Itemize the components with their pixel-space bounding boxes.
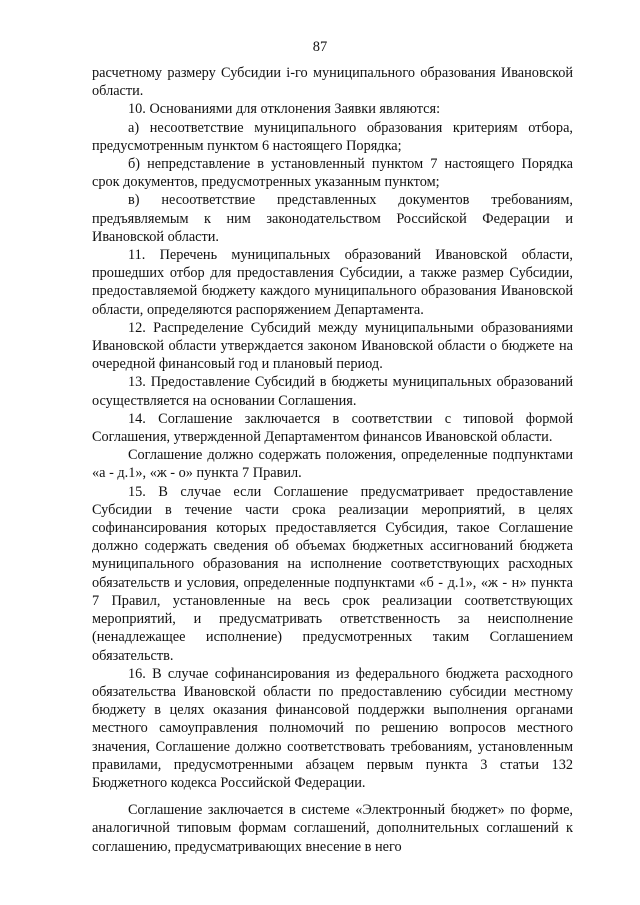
paragraph: 11. Перечень муниципальных образований Ивановской области, прошедших отбор для предоставления Субсидии, а также размер Субсидии, предоставляемой бюджету каждого муниципального образования Ивановской области, определяются распоряжением Департамента. [92,247,573,318]
paragraph: расчетному размеру Субсидии i-го муниципального образования Ивановской области. [92,65,573,100]
paragraph: б) непредставление в установленный пунктом 7 настоящего Порядка срок документов, предусмотренных указанным пунктом; [92,156,573,191]
paragraph: 12. Распределение Субсидий между муниципальными образованиями Ивановской области утверждается законом Ивановской области о бюджете на очередной финансовый год и плановый период. [92,319,573,373]
paragraph: 10. Основаниями для отклонения Заявки являются: [128,101,441,118]
paragraph: 15. В случае если Соглашение предусматривает предоставление Субсидии в течение части срока реализации мероприятий, в целях софинансирования которых предоставляется Субсидия, такое Соглашение должно содержать сведения об объемах бюджетных ассигнований бюджета муниципального образования на исполнение соответствующих расходных обязательств и условия, определенные подпунктами «б - д.1», «ж - н» пункта 7 Правил, установленные на весь срок реализации соответствующих мероприятий, и предусматривать ответственность за неисполнение (ненадлежащее исполнение) предусмотренных таким Соглашением обязательств. [92,483,573,664]
paragraph: 14. Соглашение заключается в соответствии с типовой формой Соглашения, утвержденной Департаментом финансов Ивановской области. [92,410,573,446]
document-body [92,64,573,856]
paragraph: 16. В случае софинансирования из федерального бюджета расходного обязательства Ивановской области по предоставлению субсидии местному бюджету в целях оказания финансовой поддержки выполнения органами местного самоуправления полномочий по решению вопросов местного значения, Соглашение должно соответствовать требованиям, установленным правилами, предусмотренными абзацем первым пункта 3 статьи 132 Бюджетного кодекса Российской Федерации. [92,665,573,791]
paragraph: а) несоответствие муниципального образования критериям отбора, предусмотренным пунктом 6 настоящего Порядка; [92,119,573,154]
paragraph: 13. Предоставление Субсидий в бюджеты муниципальных образований осуществляется на основании Соглашения. [92,374,573,409]
page-number: 87 [312,39,328,55]
paragraph: Соглашение заключается в системе «Электронный бюджет» по форме, аналогичной типовым формам соглашений, дополнительных соглашений к соглашению, предусматривающих внесение в него [92,802,573,855]
paragraph: в) несоответствие представленных документов требованиям, предъявляемым к ним законодательством Российской Федерации и Ивановской области. [92,192,573,245]
paragraph: Соглашение должно содержать положения, определенные подпунктами «а - д.1», «ж - о» пункта 7 Правил. [92,447,573,482]
